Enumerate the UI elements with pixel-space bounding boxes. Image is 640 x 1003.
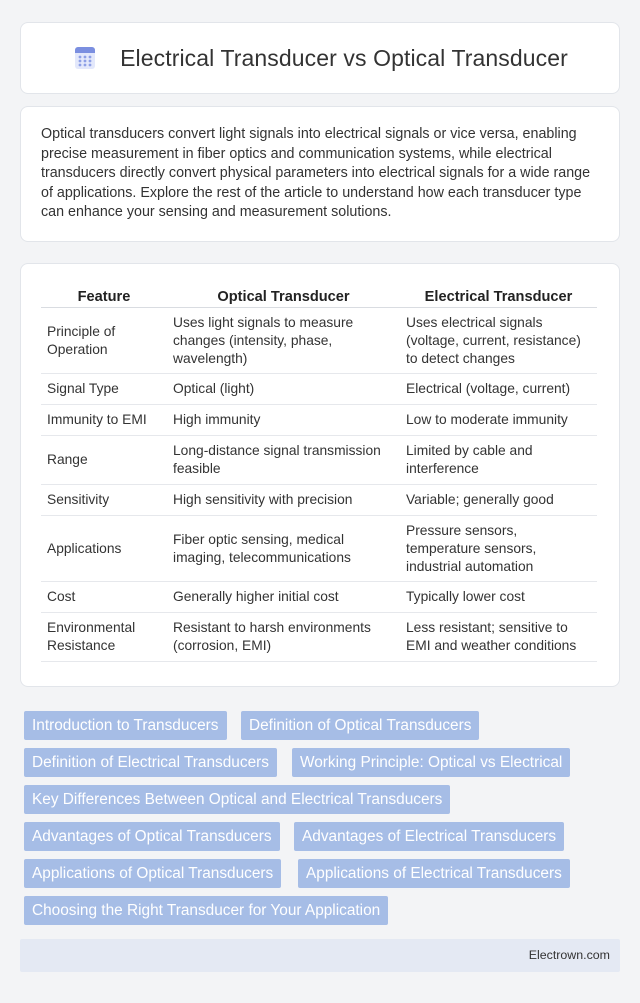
table-cell: Generally higher initial cost bbox=[167, 582, 400, 613]
table-row bbox=[41, 516, 597, 582]
table-cell: Low to moderate immunity bbox=[400, 405, 597, 436]
table-cell: Sensitivity bbox=[41, 485, 167, 516]
table-header-row bbox=[41, 284, 597, 308]
table-cell: Applications bbox=[41, 516, 167, 582]
footer-brand-link[interactable]: Electrown.com bbox=[528, 948, 610, 962]
table-row bbox=[41, 436, 597, 485]
tag-advantages-optical[interactable]: Advantages of Optical Transducers bbox=[24, 822, 280, 851]
table-cell: Principle of Operation bbox=[41, 308, 167, 374]
tag-applications-optical[interactable]: Applications of Optical Transducers bbox=[24, 859, 281, 888]
table-cell: Fiber optic sensing, medical imaging, telecommunications bbox=[167, 516, 400, 582]
table-row bbox=[41, 485, 597, 516]
page-header bbox=[20, 22, 620, 94]
table-cell: Optical (light) bbox=[167, 374, 400, 405]
table-cell: Uses light signals to measure changes (intensity, phase, wavelength) bbox=[167, 308, 400, 374]
intro-paragraph: Optical transducers convert light signals into electrical signals or vice versa, enabling precise measurement in fiber optics and communication systems, while electrical transducers directly convert physical parameters into electrical signals for a wide range of applications. Explore the rest of the article to understand how each transducer type can enhance your sensing and measurement solutions. bbox=[20, 106, 620, 242]
table-cell: Long-distance signal transmission feasible bbox=[167, 436, 400, 485]
table-cell: Cost bbox=[41, 582, 167, 613]
table-row bbox=[41, 308, 597, 374]
page-title: Electrical Transducer vs Optical Transducer bbox=[120, 44, 568, 71]
table-cell: Typically lower cost bbox=[400, 582, 597, 613]
column-header-optical: Optical Transducer bbox=[167, 284, 400, 308]
footer bbox=[20, 939, 620, 972]
tag-advantages-electrical[interactable]: Advantages of Electrical Transducers bbox=[294, 822, 564, 851]
table-cell: Less resistant; sensitive to EMI and weather conditions bbox=[400, 613, 597, 662]
table-row bbox=[41, 374, 597, 405]
table-cell: Environmental Resistance bbox=[41, 613, 167, 662]
column-header-electrical: Electrical Transducer bbox=[400, 284, 597, 308]
table-cell: High immunity bbox=[167, 405, 400, 436]
table-cell: Variable; generally good bbox=[400, 485, 597, 516]
table-row bbox=[41, 613, 597, 662]
comparison-table-card bbox=[20, 263, 620, 687]
table-cell: Resistant to harsh environments (corrosion, EMI) bbox=[167, 613, 400, 662]
table-cell: Immunity to EMI bbox=[41, 405, 167, 436]
table-cell: Range bbox=[41, 436, 167, 485]
tag-key-differences[interactable]: Key Differences Between Optical and Electrical Transducers bbox=[24, 785, 450, 814]
table-cell: Pressure sensors, temperature sensors, industrial automation bbox=[400, 516, 597, 582]
tag-applications-electrical[interactable]: Applications of Electrical Transducers bbox=[298, 859, 570, 888]
column-header-feature: Feature bbox=[41, 284, 167, 308]
table-row bbox=[41, 582, 597, 613]
calculator-icon bbox=[72, 45, 98, 71]
tag-definition-electrical[interactable]: Definition of Electrical Transducers bbox=[24, 748, 277, 777]
table-cell: High sensitivity with precision bbox=[167, 485, 400, 516]
table-row bbox=[41, 405, 597, 436]
tag-working-principle[interactable]: Working Principle: Optical vs Electrical bbox=[292, 748, 570, 777]
table-cell: Uses electrical signals (voltage, current, resistance) to detect changes bbox=[400, 308, 597, 374]
table-cell: Limited by cable and interference bbox=[400, 436, 597, 485]
comparison-table bbox=[41, 284, 597, 662]
tag-introduction[interactable]: Introduction to Transducers bbox=[24, 711, 227, 740]
tag-definition-optical[interactable]: Definition of Optical Transducers bbox=[241, 711, 479, 740]
table-cell: Electrical (voltage, current) bbox=[400, 374, 597, 405]
table-cell: Signal Type bbox=[41, 374, 167, 405]
tag-choosing-transducer[interactable]: Choosing the Right Transducer for Your Application bbox=[24, 896, 388, 925]
